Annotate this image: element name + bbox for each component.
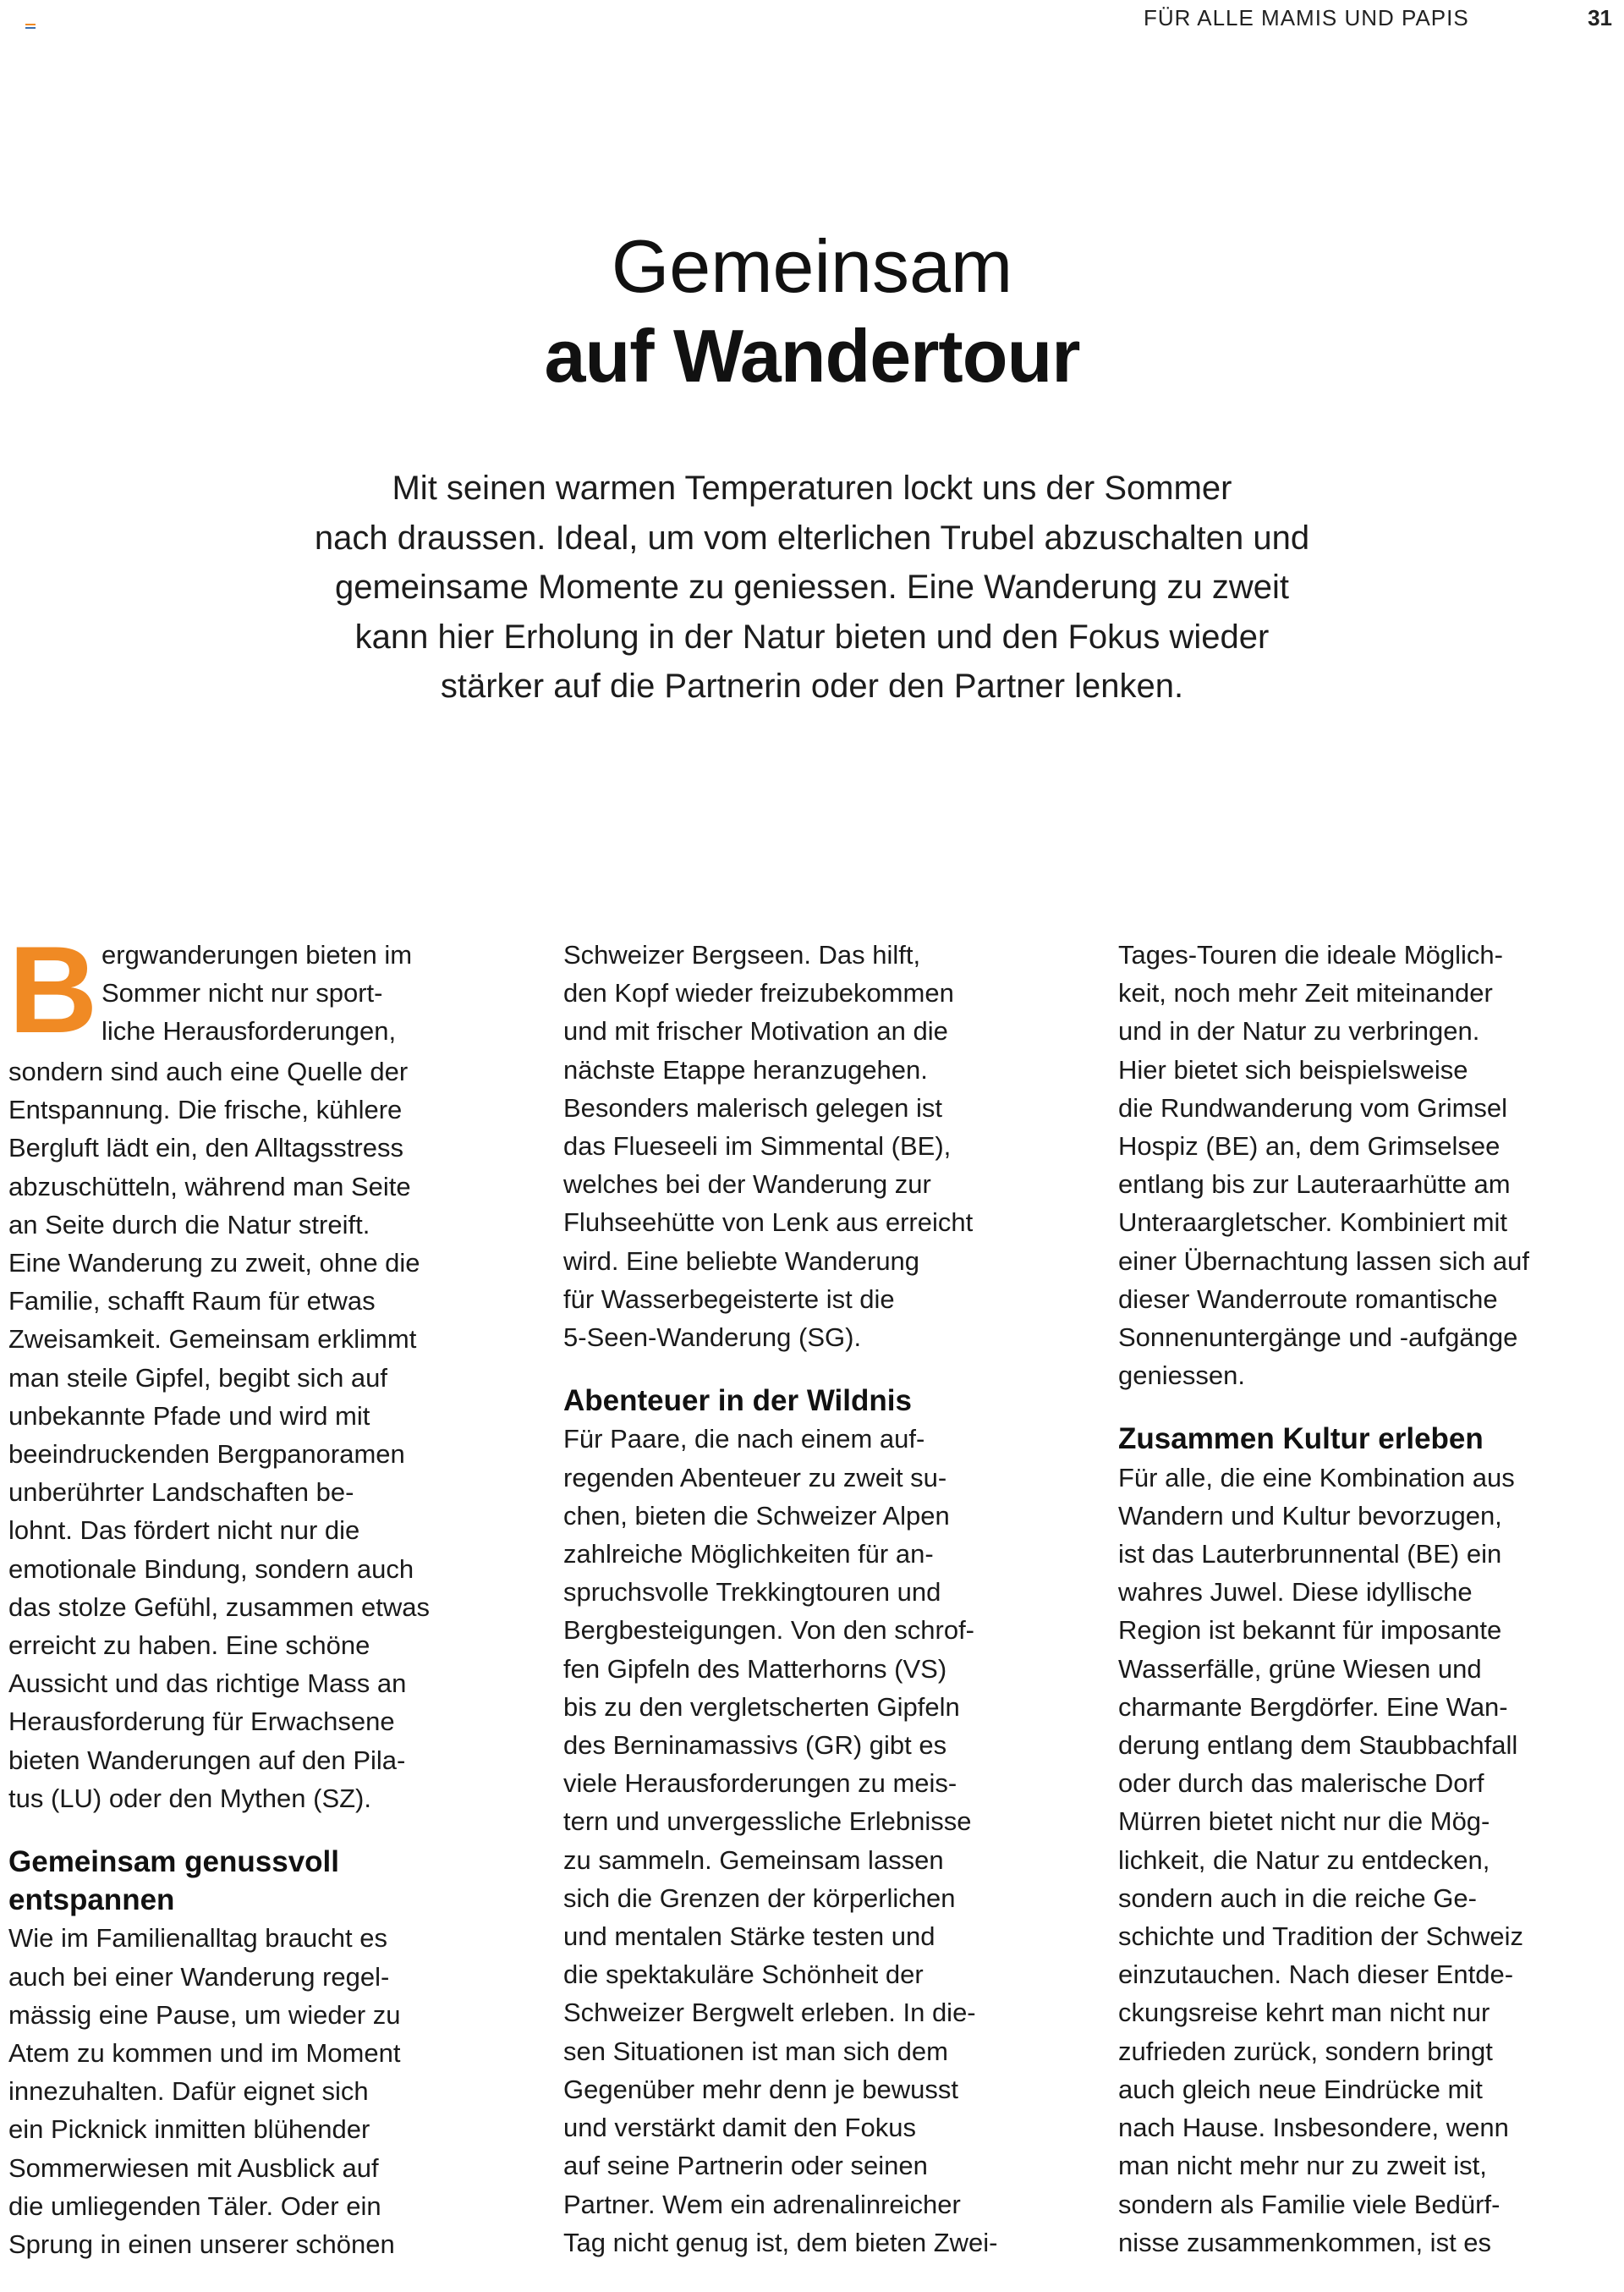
text-line: tern und unvergessliche Erlebnisse (563, 1806, 972, 1837)
text-line: man steile Gipfel, begibt sich auf (8, 1362, 388, 1393)
text-line: fen Gipfeln des Matterhorns (VS) (563, 1653, 947, 1684)
text-line: keit, noch mehr Zeit miteinander (1118, 978, 1493, 1009)
text-line: wahres Juwel. Diese idyllische (1118, 1577, 1473, 1608)
text-column-1 (8, 921, 533, 2263)
text-line: lichkeit, die Natur zu entdecken, (1118, 1844, 1490, 1875)
lead-paragraph (186, 464, 1438, 712)
text-line: Aussicht und das richtige Mass an (8, 1668, 407, 1699)
text-line: und mentalen Stärke testen und (563, 1921, 935, 1952)
text-line: die umliegenden Täler. Oder ein (8, 2190, 381, 2221)
body-text (563, 1420, 1088, 2261)
text-line: ergwanderungen bieten im (102, 940, 413, 970)
text-line: ckungsreise kehrt man nicht nur (1118, 1998, 1490, 2028)
text-line: chen, bieten die Schweizer Alpen (563, 1500, 950, 1531)
text-line: das Flueseeli im Simmental (BE), (563, 1131, 952, 1162)
text-line: Schweizer Bergwelt erleben. In die- (563, 1998, 976, 2028)
text-line: regenden Abenteuer zu zweit su- (563, 1462, 947, 1492)
text-line: Sprung in einen unserer schönen (8, 2229, 395, 2260)
text-line: den Kopf wieder freizubekommen (563, 978, 954, 1009)
text-line: Wandern und Kultur bevorzugen, (1118, 1500, 1502, 1531)
text-line: das stolze Gefühl, zusammen etwas (8, 1591, 430, 1622)
text-line: unbekannte Pfade und wird mit (8, 1400, 370, 1431)
section-heading (8, 1843, 533, 1919)
text-column-3 (1118, 936, 1624, 2262)
text-line: und mit frischer Motivation an die (563, 1016, 948, 1047)
text-line: Fluhseehütte von Lenk aus erreicht (563, 1207, 974, 1238)
text-line: sondern sind auch eine Quelle der (8, 1057, 409, 1086)
text-line: Für alle, die eine Kombination aus (1118, 1462, 1515, 1492)
text-line: Für Paare, die nach einem auf- (563, 1424, 925, 1454)
text-line: nach draussen. Ideal, um vom elterlichen Trubel abzuschalten und (314, 519, 1310, 557)
text-line: Zweisamkeit. Gemeinsam erklimmt (8, 1324, 417, 1355)
text-line: unberührter Landschaften be- (8, 1477, 354, 1508)
text-line: Herausforderung für Erwachsene (8, 1707, 395, 1737)
section-heading: Zusammen Kultur erleben (1118, 1422, 1484, 1456)
text-line: Familie, schafft Raum für etwas (8, 1286, 376, 1316)
text-line: Bergbesteigungen. Von den schrof- (563, 1615, 975, 1646)
text-line: Bergluft lädt ein, den Alltagsstress (8, 1133, 403, 1163)
text-line: auch bei einer Wanderung regel- (8, 1961, 390, 1992)
text-line: Sonnenuntergänge und -aufgänge (1118, 1322, 1518, 1353)
text-line: Wie im Familienalltag braucht es (8, 1923, 387, 1954)
text-line: sen Situationen ist man sich dem (563, 2036, 948, 2066)
text-line: Partner. Wem ein adrenalinreicher (563, 2189, 961, 2219)
text-line: für Wasserbegeisterte ist die (563, 1283, 895, 1314)
text-line: kann hier Erholung in der Natur bieten und den Fokus wieder (354, 618, 1270, 656)
text-line: Schweizer Bergseen. Das hilft, (563, 940, 921, 970)
text-column-2 (563, 936, 1088, 2262)
section-heading: Abenteuer in der Wildnis (563, 1384, 912, 1418)
text-line: des Berninamassivs (GR) gibt es (563, 1730, 947, 1761)
text-line: Tag nicht genug ist, dem bieten Zwei- (563, 2227, 998, 2257)
text-line: Sommer nicht nur sport- (102, 978, 383, 1009)
text-line: auf seine Partnerin oder seinen (563, 2151, 928, 2181)
text-line: an Seite durch die Natur streift. (8, 1209, 370, 1239)
text-line: nach Hause. Insbesondere, wenn (1118, 2113, 1509, 2143)
text-line: Unteraargletscher. Kombiniert mit (1118, 1207, 1508, 1238)
text-line: gemeinsame Momente zu geniessen. Eine Wanderung zu zweit (334, 569, 1289, 606)
text-line: innezuhalten. Dafür eignet sich (8, 2076, 369, 2107)
text-line: man nicht mehr nur zu zweit ist, (1118, 2151, 1487, 2181)
page-number: 31 (1588, 5, 1612, 30)
text-line: nisse zusammenkommen, ist es (1118, 2227, 1492, 2257)
text-line: entlang bis zur Lauteraarhütte am (1118, 1169, 1511, 1200)
body-text (8, 1919, 533, 2263)
text-line: zufrieden zurück, sondern bringt (1118, 2036, 1493, 2066)
title-line-2: auf Wandertour (544, 314, 1080, 398)
text-line: Hier bietet sich beispielsweise (1118, 1054, 1468, 1085)
text-line: einer Übernachtung lassen sich auf (1118, 1245, 1529, 1276)
text-line: beeindruckenden Bergpanoramen (8, 1439, 405, 1470)
text-line: geniessen. (1118, 1360, 1245, 1391)
text-line: Tages-Touren die ideale Möglich- (1118, 940, 1503, 970)
text-line: Entspannung. Die frische, kühlere (8, 1095, 403, 1125)
text-line: Mit seinen warmen Temperaturen lockt uns der Sommer (392, 470, 1232, 507)
text-line: wird. Eine beliebte Wanderung (563, 1245, 920, 1276)
text-line: Atem zu kommen und im Moment (8, 2038, 401, 2069)
text-line: und verstärkt damit den Fokus (563, 2113, 916, 2143)
text-line: welches bei der Wanderung zur (563, 1169, 931, 1200)
text-line: ein Picknick inmitten blühender (8, 2114, 370, 2145)
text-line: die Rundwanderung vom Grimsel (1118, 1092, 1508, 1123)
text-line: lohnt. Das fördert nicht nur die (8, 1515, 360, 1546)
text-line: mässig eine Pause, um wieder zu (8, 1999, 401, 2030)
text-line: Mürren bietet nicht nur die Mög- (1118, 1806, 1490, 1837)
text-line: zu sammeln. Gemeinsam lassen (563, 1844, 944, 1875)
running-header-section: FÜR ALLE MAMIS UND PAPIS (1144, 5, 1469, 30)
text-line: und in der Natur zu verbringen. (1118, 1016, 1480, 1047)
text-line: stärker auf die Partnerin oder den Partner lenken. (440, 668, 1184, 705)
text-line: sondern auch in die reiche Ge- (1118, 1883, 1477, 1913)
body-text (8, 1053, 533, 1817)
text-line: Gegenüber mehr denn je bewusst (563, 2074, 959, 2104)
text-line: schichte und Tradition der Schweiz (1118, 1921, 1524, 1952)
text-line: erreicht zu haben. Eine schöne (8, 1630, 370, 1661)
text-line: bieten Wanderungen auf den Pila- (8, 1745, 406, 1775)
text-line: zahlreiche Möglichkeiten für an- (563, 1539, 934, 1569)
text-line: sondern als Familie viele Bedürf- (1118, 2189, 1501, 2219)
text-line: Eine Wanderung zu zweit, ohne die (8, 1248, 420, 1278)
text-line: einzutauchen. Nach dieser Entde- (1118, 1959, 1514, 1990)
text-line: Sommerwiesen mit Ausblick auf (8, 2152, 379, 2183)
text-line: nächste Etappe heranzugehen. (563, 1054, 928, 1085)
text-line: derung entlang dem Staubbachfall (1118, 1730, 1518, 1761)
text-line: abzuschütteln, während man Seite (8, 1171, 411, 1201)
article-title (0, 222, 1624, 401)
text-line: Region ist bekannt für imposante (1118, 1615, 1502, 1646)
orange-blue-bars-icon (25, 24, 36, 32)
text-line: entspannen (8, 1883, 175, 1917)
text-line: viele Herausforderungen zu meis- (563, 1768, 957, 1799)
text-line: Hospiz (BE) an, dem Grimselsee (1118, 1131, 1501, 1162)
drop-cap: B (8, 921, 98, 1058)
text-line: bis zu den vergletscherten Gipfeln (563, 1691, 960, 1722)
text-line: Besonders malerisch gelegen ist (563, 1092, 943, 1123)
body-text (563, 936, 1088, 1356)
title-line-1: Gemeinsam (611, 224, 1013, 308)
text-line: oder durch das malerische Dorf (1118, 1768, 1484, 1799)
body-text (1118, 1459, 1624, 2262)
text-line: tus (LU) oder den Mythen (SZ). (8, 1783, 371, 1813)
text-line: Wasserfälle, grüne Wiesen und (1118, 1653, 1482, 1684)
text-line: auch gleich neue Eindrücke mit (1118, 2074, 1483, 2104)
text-line: liche Herausforderungen, (102, 1016, 397, 1047)
text-line: emotionale Bindung, sondern auch (8, 1553, 414, 1584)
text-line: ist das Lauterbrunnental (BE) ein (1118, 1539, 1502, 1569)
text-line: sich die Grenzen der körperlichen (563, 1883, 956, 1913)
text-line: dieser Wanderroute romantische (1118, 1283, 1498, 1314)
text-line: charmante Bergdörfer. Eine Wan- (1118, 1691, 1508, 1722)
body-text (1118, 936, 1624, 1394)
text-line: die spektakuläre Schönheit der (563, 1959, 924, 1990)
text-line: Gemeinsam genussvoll (8, 1845, 339, 1879)
text-line: spruchsvolle Trekkingtouren und (563, 1577, 941, 1608)
text-line: 5-Seen-Wanderung (SG). (563, 1322, 862, 1353)
